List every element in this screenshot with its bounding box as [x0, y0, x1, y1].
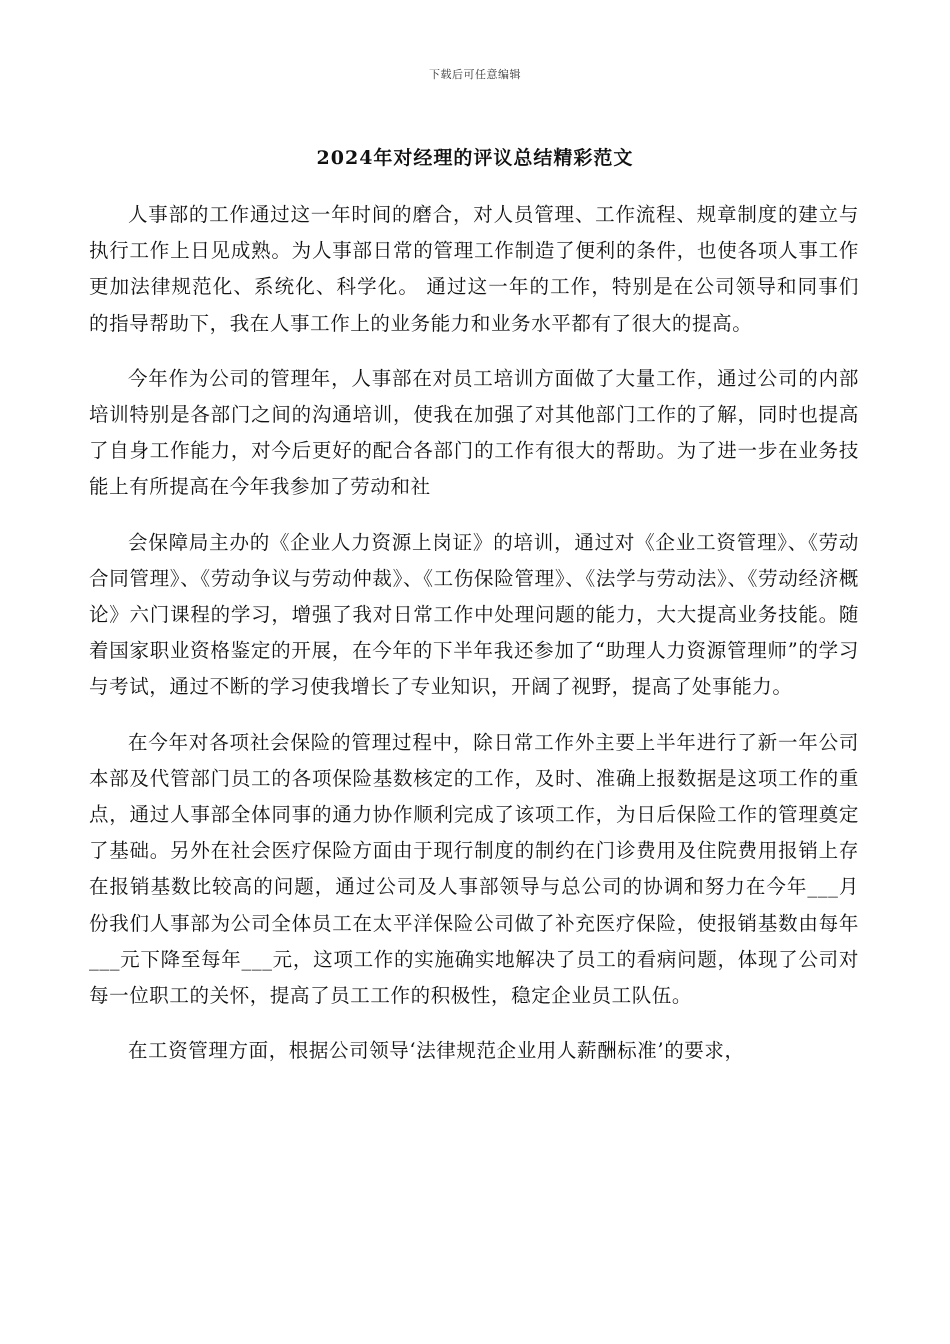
- header-note: 下载后可任意编辑: [429, 68, 521, 81]
- paragraph: 在今年对各项社会保险的管理过程中，除日常工作外主要上半年进行了新一年公司本部及代管部门员工的各项保险基数核定的工作，及时、准确上报数据是这项工作的重点，通过人事部全体同事的通力协作顺利完成了该项工作，为日后保险工作的管理奠定了基础。另外在社会医疗保险方面由于现行制度的制约在门诊费用及住院费用报销上存在报销基数比较高的问题，通过公司及人事部领导与总公司的协调和努力在今年___月份我们人事部为公司全体员工在太平洋保险公司做了补充医疗保险，使报销基数由每年___元下降至每年___元，这项工作的实施确实地解决了员工的看病问题，体现了公司对每一位职工的关怀，提高了员工工作的积极性，稳定企业员工队伍。: [89, 730, 859, 1008]
- paragraph: 会保障局主办的《企业人力资源上岗证》的培训，通过对《企业工资管理》、《劳动合同管理》、《劳动争议与劳动仲裁》、《工伤保险管理》、《法学与劳动法》、《劳动经济概论》六门课程的学习，增强了我对日常工作中处理问题的能力，大大提高业务技能。随着国家职业资格鉴定的开展，在今年的下半年我还参加了“助理人力资源管理师”的学习与考试，通过不断的学习使我增长了专业知识，开阔了视野，提高了处事能力。: [89, 530, 859, 699]
- paragraph: 在工资管理方面，根据公司领导‘法律规范企业用人薪酬标准’的要求，: [128, 1039, 745, 1063]
- paragraph: 今年作为公司的管理年，人事部在对员工培训方面做了大量工作，通过公司的内部培训特别是各部门之间的沟通培训，使我在加强了对其他部门工作的了解，同时也提高了自身工作能力，对今后更好的配合各部门的工作有很大的帮助。为了进一步在业务技能上有所提高在今年我参加了劳动和社: [89, 366, 859, 499]
- document-body: [89, 197, 859, 1088]
- document-title: 2024年对经理的评议总结精彩范文: [316, 147, 634, 169]
- paragraph: 人事部的工作通过这一年时间的磨合，对人员管理、工作流程、规章制度的建立与执行工作上日见成熟。为人事部日常的管理工作制造了便利的条件，也使各项人事工作更加法律规范化、系统化、科学化。 通过这一年的工作，特别是在公司领导和同事们的指导帮助下，我在人事工作上的业务能力和业务水平都有了很大的提高。: [89, 203, 859, 335]
